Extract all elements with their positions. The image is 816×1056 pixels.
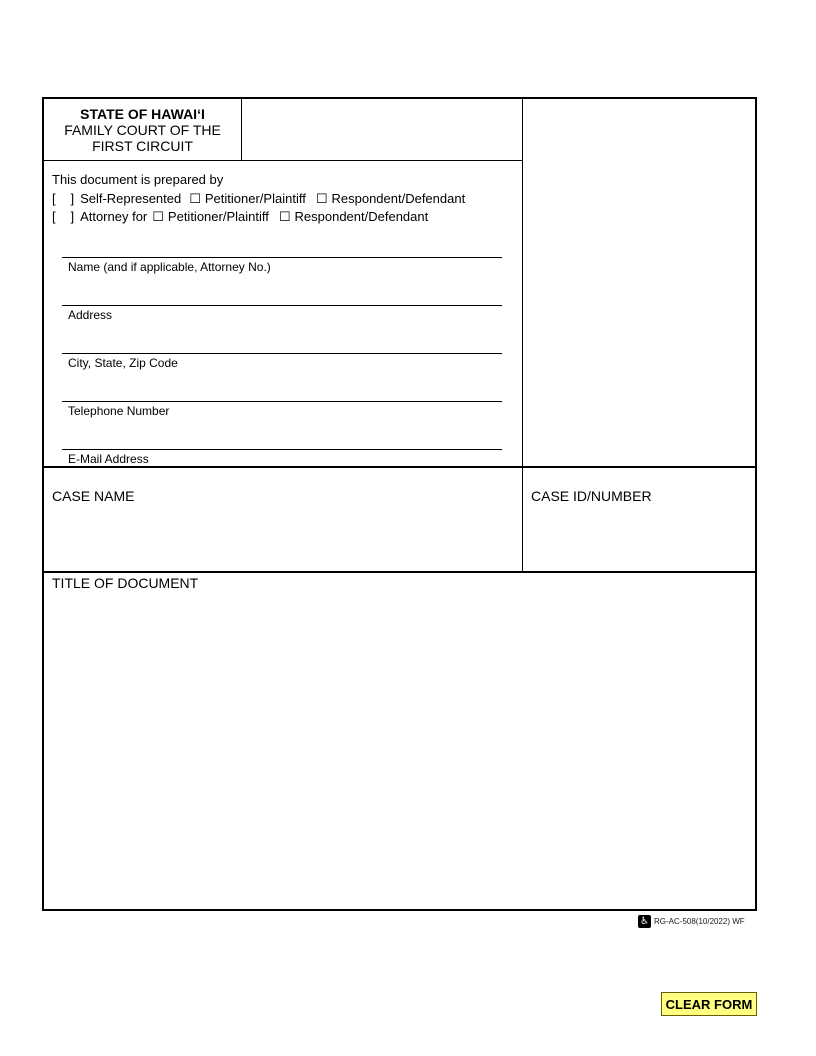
header-bottom-divider [44, 160, 523, 161]
row2-respondent-label: Respondent/Defendant [294, 209, 429, 224]
court-header [44, 99, 241, 160]
attorney-for-checkbox[interactable]: [ ] [52, 209, 76, 224]
case-id-input-area[interactable] [523, 506, 755, 571]
court-name-line1: STATE OF HAWAIʻI [80, 105, 205, 122]
court-name-line3: FIRST CIRCUIT [92, 137, 193, 154]
name-input-line[interactable] [62, 228, 502, 258]
city-state-zip-input-line[interactable] [62, 324, 502, 354]
prepared-by-row-attorney [52, 209, 428, 225]
case-name-input-area[interactable] [44, 506, 522, 571]
city-state-zip-field-label: City, State, Zip Code [68, 356, 178, 370]
address-field-label: Address [68, 308, 113, 322]
row1-respondent-checkbox[interactable]: ☐ [315, 192, 328, 207]
self-represented-checkbox[interactable]: [ ] [52, 191, 76, 206]
form-id-footer [638, 915, 745, 928]
accessibility-icon: ♿ [638, 915, 651, 928]
telephone-field-label: Telephone Number [68, 404, 170, 418]
row2-petitioner-checkbox[interactable]: ☐ [152, 210, 164, 225]
form-border-box [42, 97, 757, 911]
attorney-for-label: Attorney for [80, 209, 148, 224]
row1-respondent-label: Respondent/Defendant [331, 191, 466, 206]
email-field-label: E-Mail Address [68, 452, 149, 466]
prepared-by-row-self-represented [52, 191, 465, 207]
row2-respondent-checkbox[interactable]: ☐ [278, 210, 291, 225]
case-name-label: CASE NAME [52, 488, 135, 504]
prepared-by-heading: This document is prepared by [52, 172, 224, 187]
header-right-divider [241, 99, 242, 160]
row1-petitioner-label: Petitioner/Plaintiff [204, 191, 306, 206]
court-name-line2: FAMILY COURT OF THE [64, 121, 221, 138]
row1-petitioner-checkbox[interactable]: ☐ [189, 192, 201, 207]
court-stamp-area [523, 99, 755, 466]
telephone-input-line[interactable] [62, 372, 502, 402]
name-field-label: Name (and if applicable, Attorney No.) [68, 260, 271, 274]
case-id-label: CASE ID/NUMBER [531, 488, 652, 504]
case-row-divider [44, 466, 755, 468]
address-input-line[interactable] [62, 276, 502, 306]
self-represented-label: Self-Represented [80, 191, 182, 206]
email-input-line[interactable] [62, 420, 502, 450]
clear-form-button[interactable]: CLEAR FORM [661, 992, 757, 1016]
row2-petitioner-label: Petitioner/Plaintiff [167, 209, 269, 224]
title-of-document-input-area[interactable] [44, 594, 755, 907]
title-of-document-label: TITLE OF DOCUMENT [52, 575, 199, 591]
form-number: RG-AC-508(10/2022) WF [654, 917, 745, 926]
title-row-divider [44, 571, 755, 573]
